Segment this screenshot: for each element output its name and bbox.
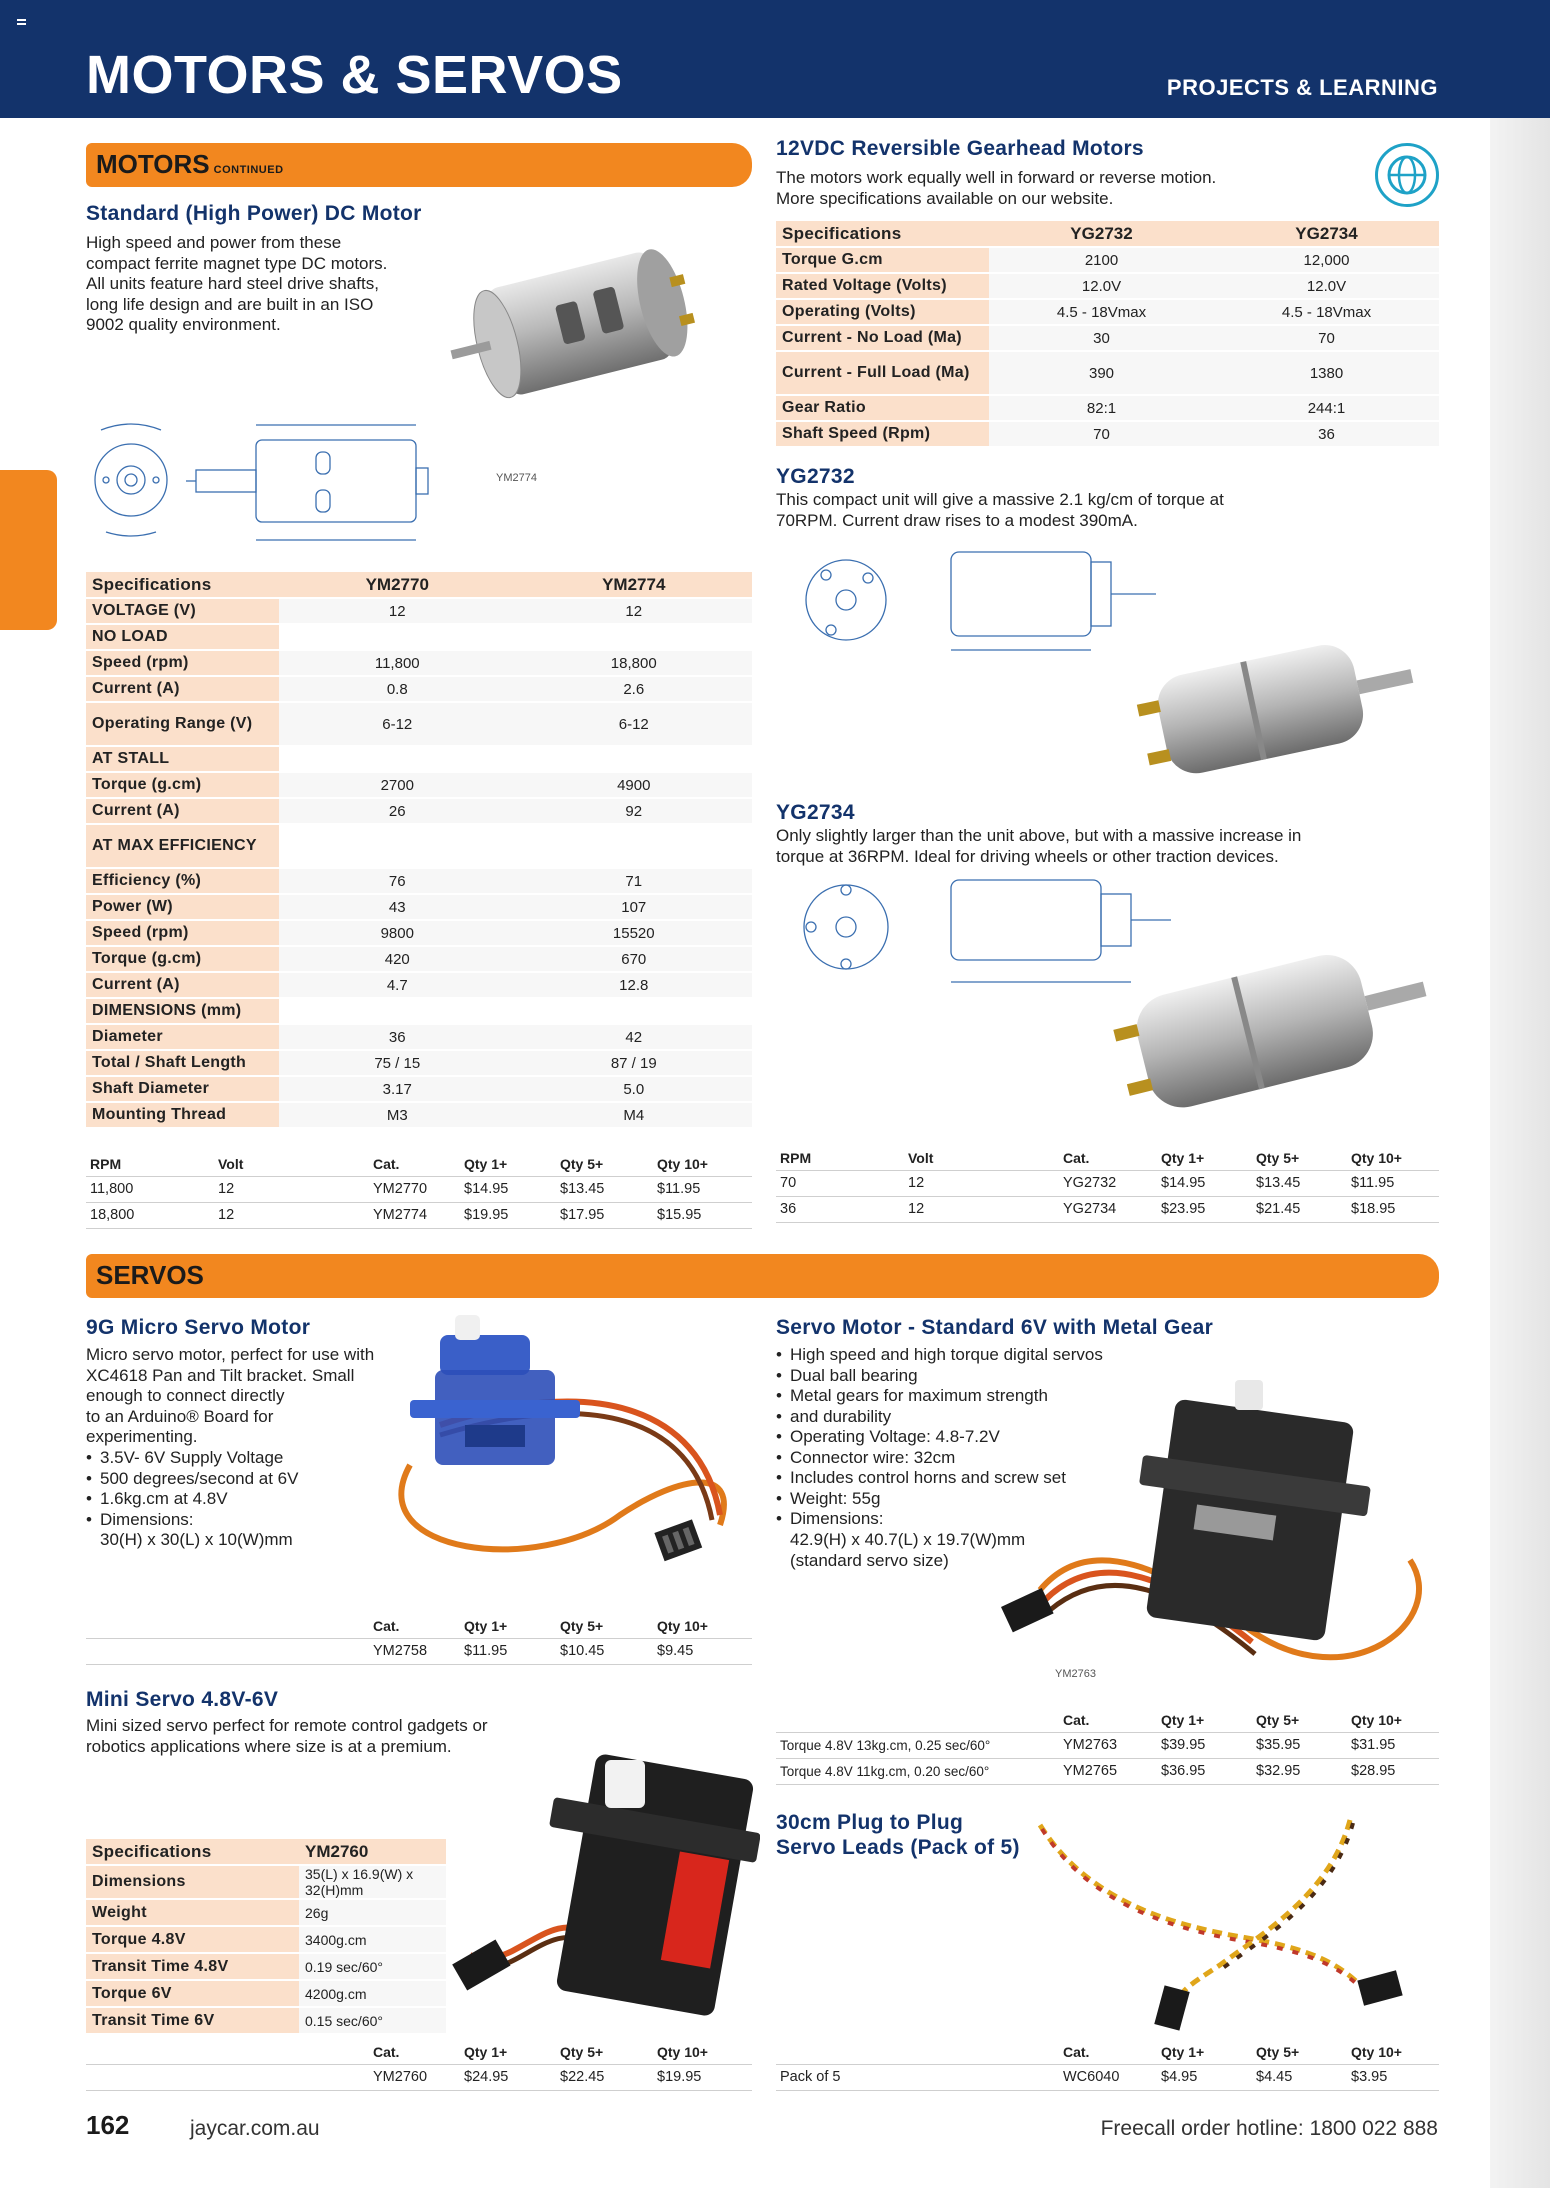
hotline-text: Freecall order hotline: 1800 022 888 (1100, 2117, 1438, 2140)
yg2732-title: YG2732 (776, 465, 855, 488)
table-row: 36 12 YG2734 $23.95 $21.45 $18.95 (776, 1196, 1439, 1222)
diagram-label: YM2774 (496, 472, 537, 484)
yg2732-motor-image (1120, 615, 1440, 795)
table-row: YM2760 $24.95 $22.45 $19.95 (86, 2064, 752, 2090)
table-row: 70 12 YG2732 $14.95 $13.45 $11.95 (776, 1170, 1439, 1196)
mini-servo-title: Mini Servo 4.8V-6V (86, 1688, 279, 1711)
std-servo-title: Servo Motor - Standard 6V with Metal Gear (776, 1316, 1214, 1339)
std-servo-dimensions: 42.9(H) x 40.7(L) x 19.7(W)mm (standard servo size) (790, 1530, 1026, 1570)
std-motor-title: Standard (High Power) DC Motor (86, 202, 422, 225)
mini-servo-spec-table: Specifications YM2760 Dimensions 35(L) x 16.9(W) x 32(H)mm Weight 26g Torque 4.8V 3400g.cm Transit Time 4.8V 0.19 sec/60° Torque 6V 4200g.cm Transit Time 6V 0.15 sec/60° (86, 1839, 446, 2035)
gear-motors-title: 12VDC Reversible Gearhead Motors (776, 137, 1144, 160)
list-item: • Connector wire: 32cm (776, 1448, 1176, 1469)
menu-icon[interactable] (17, 19, 26, 25)
micro-servo-price-table: Cat. Qty 1+ Qty 5+ Qty 10+ YM2758 $11.95 $10.45 $9.45 (86, 1614, 752, 1665)
yg2734-title: YG2734 (776, 801, 855, 824)
dc-motor-image (440, 228, 740, 418)
leads-price-table: Cat. Qty 1+ Qty 5+ Qty 10+ Pack of 5 WC6040 $4.95 $4.45 $3.95 (776, 2040, 1439, 2091)
globe-icon[interactable] (1375, 143, 1439, 207)
mini-servo-price-table: Cat. Qty 1+ Qty 5+ Qty 10+ YM2760 $24.95 $22.45 $19.95 (86, 2040, 752, 2091)
std-servo-caption: YM2763 (1055, 1668, 1096, 1680)
yg2732-desc: This compact unit will give a massive 2.1 kg/cm of torque at 70RPM. Current draw rises to a modest 390mA. (776, 490, 1224, 530)
list-item: • Dimensions: (86, 1510, 386, 1531)
mini-servo-desc: Mini sized servo perfect for remote control gadgets or robotics applications where size is at a premium. (86, 1716, 488, 1756)
yg2734-motor-image (1100, 930, 1440, 1130)
ym-price-table: RPM Volt Cat. Qty 1+ Qty 5+ Qty 10+ 11,800 12 YM2770 $14.95 $13.45 $11.95 18,800 12 YM2774 $19.95 $17.95 $15.95 (86, 1152, 752, 1229)
list-item: • 3.5V- 6V Supply Voltage (86, 1448, 386, 1469)
section-label: PROJECTS & LEARNING (1166, 75, 1438, 100)
page-header (0, 0, 1550, 118)
page-title: MOTORS & SERVOS (86, 45, 623, 105)
list-item: • Includes control horns and screw set (776, 1468, 1176, 1489)
gear-motors-desc: The motors work equally well in forward or reverse motion. More specifications available on our website. (776, 168, 1217, 208)
page-gutter (1490, 118, 1550, 2188)
list-item: • 1.6kg.cm at 4.8V (86, 1489, 386, 1510)
std-servo-price-table: Cat. Qty 1+ Qty 5+ Qty 10+ Torque 4.8V 13kg.cm, 0.25 sec/60° YM2763 $39.95 $35.95 $31.95 Torque 4.8V 11kg.cm, 0.20 sec/60° YM2765 $36.95 $32.95 $28.95 (776, 1708, 1439, 1785)
leads-title: 30cm Plug to Plug Servo Leads (Pack of 5) (776, 1811, 1020, 1859)
table-row: 18,800 12 YM2774 $19.95 $17.95 $15.95 (86, 1202, 752, 1228)
mini-servo-image (430, 1705, 760, 2035)
list-item: • High speed and high torque digital servos (776, 1345, 1176, 1366)
table-row: Torque 4.8V 11kg.cm, 0.20 sec/60° YM2765 $36.95 $32.95 $28.95 (776, 1758, 1439, 1784)
list-item: • Metal gears for maximum strength (776, 1386, 1176, 1407)
list-item: • Dual ball bearing (776, 1366, 1176, 1387)
continued-label: CONTINUED (213, 164, 284, 176)
ym-spec-table: Specifications YM2770 YM2774 VOLTAGE (V) 12 12 NO LOAD Speed (rpm) 11,800 18,800 Current (A) 0.8 2.6 Operating Range (V) 6-12 6-12 AT STALL Torque (g.cm) 2700 4900 Current (A) 26 92 AT MAX EFFICIENCY Efficiency (%) 76 71 Power (W) 43 107 Speed (rpm) 9800 15520 Torque (g.cm) 420 670 Current (A) 4.7 12.8 DIMENSIONS (mm) Diameter 36 42 Total / Shaft Length 75 / 15 87 / 19 Shaft Diameter 3.17 5.0 Mounting Thread M3 M4 (86, 572, 752, 1129)
micro-servo-image (340, 1315, 760, 1565)
list-item: • Operating Voltage: 4.8-7.2V (776, 1427, 1176, 1448)
list-item: • 500 degrees/second at 6V (86, 1469, 386, 1490)
micro-servo-desc: Micro servo motor, perfect for use with XC4618 Pan and Tilt bracket. Small enough to connect directly to an Arduino® Board for experimenting. (86, 1345, 375, 1446)
servo-leads-image (1030, 1815, 1440, 2035)
servos-banner (86, 1254, 1439, 1298)
motors-banner (86, 143, 752, 187)
table-row: 11,800 12 YM2770 $14.95 $13.45 $11.95 (86, 1176, 752, 1202)
table-row: Torque 4.8V 13kg.cm, 0.25 sec/60° YM2763 $39.95 $35.95 $31.95 (776, 1732, 1439, 1758)
table-row: YM2758 $11.95 $10.45 $9.45 (86, 1638, 752, 1664)
list-item: • Weight: 55g (776, 1489, 1176, 1510)
website-link[interactable]: jaycar.com.au (190, 2117, 320, 2140)
list-item: • Dimensions: (776, 1509, 1176, 1530)
yg-spec-table: Specifications YG2732 YG2734 Torque G.cm 2100 12,000 Rated Voltage (Volts) 12.0V 12.0V Operating (Volts) 4.5 - 18Vmax 4.5 - 18Vmax Current - No Load (Ma) 30 70 Current - Full Load (Ma) 390 1380 Gear Ratio 82:1 244:1 Shaft Speed (Rpm) 70 36 (776, 221, 1439, 448)
motor-dimension-drawing (86, 410, 566, 550)
motors-heading: MOTORS (96, 149, 210, 179)
std-servo-image (990, 1380, 1440, 1680)
std-motor-desc: High speed and power from these compact ferrite magnet type DC motors. All units feature hard steel drive shafts, long life design and are built in an ISO 9002 quality environment. (86, 233, 388, 334)
table-row: Pack of 5 WC6040 $4.95 $4.45 $3.95 (776, 2064, 1439, 2090)
micro-servo-title: 9G Micro Servo Motor (86, 1316, 311, 1339)
list-item: • and durability (776, 1407, 1176, 1428)
yg-price-table: RPM Volt Cat. Qty 1+ Qty 5+ Qty 10+ 70 12 YG2732 $14.95 $13.45 $11.95 36 12 YG2734 $23.95 $21.45 $18.95 (776, 1146, 1439, 1223)
servos-heading: SERVOS (96, 1260, 204, 1290)
micro-servo-dimensions: 30(H) x 30(L) x 10(W)mm (100, 1530, 293, 1549)
yg2734-desc: Only slightly larger than the unit above, but with a massive increase in torque at 36RPM. Ideal for driving wheels or other traction devices. (776, 826, 1302, 866)
section-tab (0, 470, 57, 630)
page-number: 162 (86, 2110, 130, 2140)
